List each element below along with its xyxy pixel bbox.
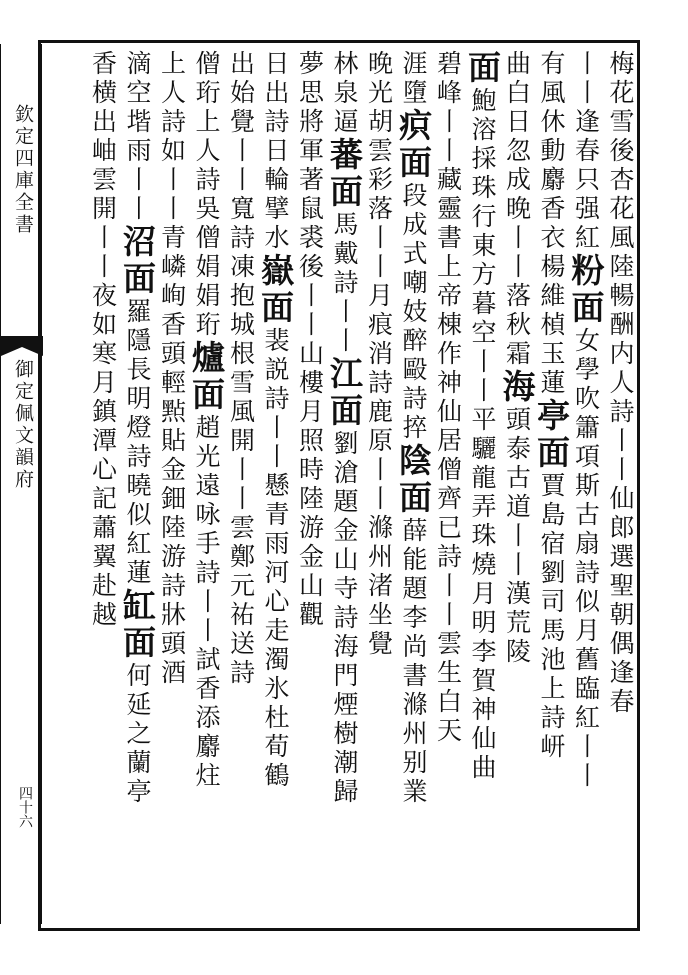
entry-text: 僧珩上人詩吳僧娟娟珩 <box>192 50 221 340</box>
entry-text: 鮑溶採珠行東方暮空丨丨平驪龍弄珠燒月明李賀神仙曲 <box>468 87 497 783</box>
entry-text: 曲白日忽成晚丨丨落秋霜 <box>502 50 532 369</box>
entry-text: 上人詩如丨丨青嶙峋香頭輕㸃貼金鈿陸游詩牀頭酒 <box>157 50 187 688</box>
text-column <box>156 50 188 922</box>
entry-text: 羅隱長明燈詩曉似紅蓮 <box>123 298 152 588</box>
entry-text: 陸暢酬内人詩丨丨仙郎選聖朝偶逢春 <box>606 253 635 717</box>
entry-heading: 嶽面 <box>256 253 295 327</box>
text-column <box>187 50 226 922</box>
text-column <box>497 50 537 922</box>
entry-text: 丨丨逢春只强紅 <box>571 50 601 253</box>
entry-text: 賈島宿劉司馬池上詩岍 <box>537 472 566 762</box>
entry-heading: 面 <box>463 50 502 87</box>
entry-text: 夢思將軍著鼠裘後丨丨山樓月照時陸游金山觀 <box>295 50 325 630</box>
entry-text: 何延之蘭亭 <box>123 662 152 807</box>
entry-heading: 疻面 <box>394 108 433 182</box>
text-column <box>604 50 636 922</box>
entry-text: 出始覺丨丨寬詩凍抱城根雪風開丨丨雲鄭元祐送詩 <box>226 50 256 688</box>
text-column <box>118 50 157 922</box>
entry-text: 馬戴詩丨丨 <box>330 211 359 356</box>
entry-text: 女學吹簫項斯古扇詩似月舊臨紅丨丨 <box>571 327 601 791</box>
entry-text: 日出詩日輪擘水 <box>261 50 290 253</box>
entry-text: 香横出岫雲開丨丨夜如寒月鎮潭心記蕭翼赴越 <box>88 50 118 630</box>
text-column <box>294 50 326 922</box>
collection-title: 欽定四庫全書 <box>12 104 34 236</box>
entry-text: 梅花雪後杏花風 <box>606 50 635 253</box>
entry-text: 碧峰丨丨藏靈書上帝棟作神仙居僧齊已詩丨丨雲生白天 <box>433 50 463 746</box>
text-column <box>325 50 364 922</box>
margin-column <box>0 44 42 924</box>
entry-text: 劉滄題金山寺詩海門煙樹潮歸 <box>330 430 359 807</box>
book-title: 御定佩文韻府 <box>12 359 34 491</box>
entry-heading: 沼面 <box>118 224 157 298</box>
entry-text: 晚光胡雲彩落丨丨月痕消詩鹿原丨丨滌州渚坐覺 <box>364 50 394 659</box>
entry-heading: 陰面 <box>394 443 433 517</box>
entry-heading: 海 <box>497 369 537 406</box>
entry-heading: 爐面 <box>187 340 226 414</box>
entry-text: 有風休動麝香衣楊維楨玉蓮 <box>537 50 566 398</box>
folio-number: 四十六 <box>17 786 33 828</box>
entry-heading: 粉面 <box>566 253 606 327</box>
entry-text: 頭泰古道丨丨漢荒陵 <box>502 406 532 667</box>
entry-text: 趙光遠咏手詩丨丨試香添麝炷 <box>192 414 221 791</box>
text-column <box>463 50 502 922</box>
entry-text: 裴説詩丨丨懸青雨河心走濁氷杜荀鶴 <box>261 327 290 791</box>
fish-tail-mark <box>1 336 43 356</box>
entry-text: 滴空堦雨丨丨 <box>123 50 152 224</box>
entry-heading: 江面 <box>325 356 364 430</box>
entry-text: 涯墮 <box>399 50 428 108</box>
text-column <box>363 50 395 922</box>
entry-heading: 蕃面 <box>325 137 364 211</box>
text-column <box>225 50 257 922</box>
entry-text: 段成式嘲妓醉毆詩捽 <box>399 182 428 443</box>
entry-heading: 缸面 <box>118 588 157 662</box>
entry-text: 薛能題李尚書滌州别業 <box>399 517 428 807</box>
text-column <box>432 50 464 922</box>
entry-text: 林泉逼 <box>330 50 359 137</box>
text-column <box>394 50 433 922</box>
text-column <box>532 50 571 922</box>
text-column <box>87 50 119 922</box>
text-column <box>566 50 606 922</box>
text-column <box>256 50 295 922</box>
entry-heading: 亭面 <box>532 398 571 472</box>
